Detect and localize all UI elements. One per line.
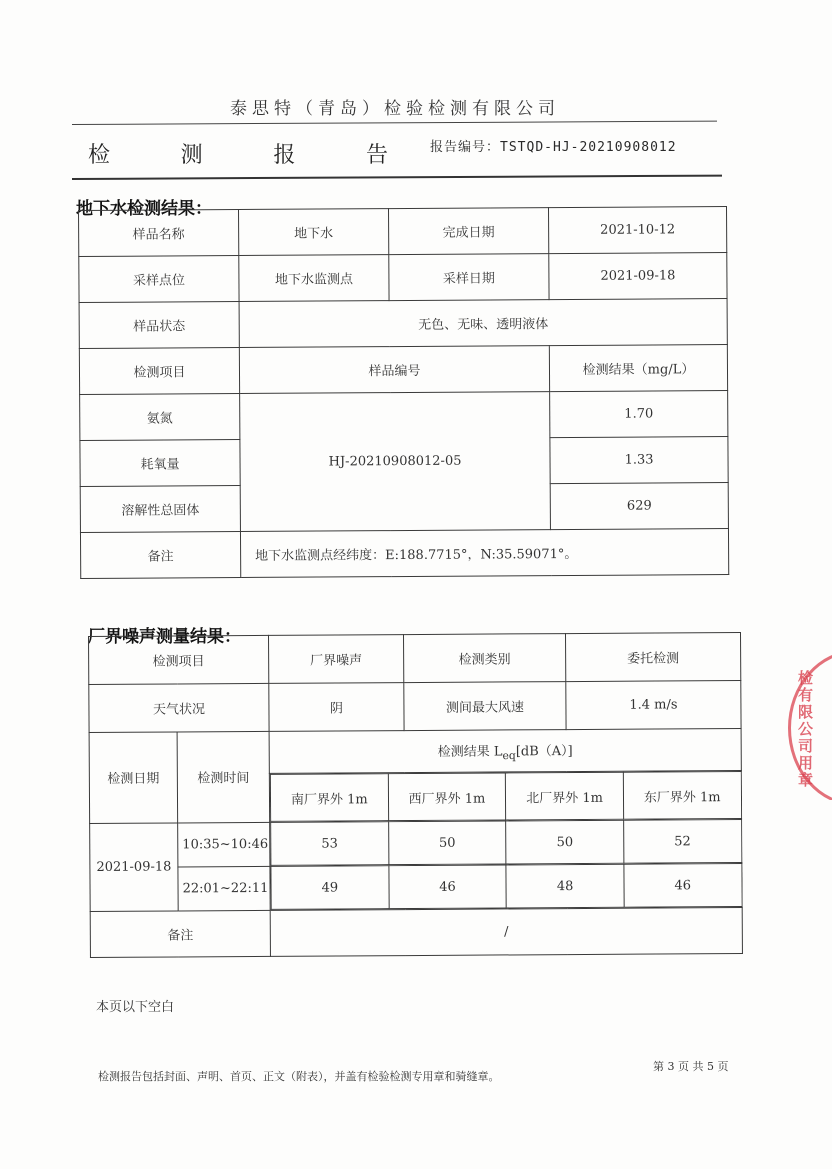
page-number: 第 3 页 共 5 页 [653,1060,729,1073]
point-header: 西厂界外 1m [388,773,506,821]
groundwater-section-title: 地下水检测结果： [76,199,212,219]
item-name: 溶解性总固体 [80,486,240,533]
seal-text: 检有限公司用章 [798,669,814,789]
state-value: 无色、无味、透明液体 [239,299,727,348]
table-row [80,529,728,579]
result-value: 1.70 [550,391,728,438]
values-cell [270,863,742,910]
values-table [270,863,742,910]
wind-label: 测间最大风速 [404,682,566,731]
table-row [90,863,742,911]
report-number [430,136,677,155]
time-value: 10:35~10:46 [178,822,270,867]
table-row [89,729,741,775]
noise-value: 46 [389,865,507,909]
blank-note: 本页以下空白 [96,1000,175,1015]
location-value: 地下水监测点 [239,255,389,302]
result-value: 1.33 [550,437,728,484]
finish-date-label: 完成日期 [388,208,548,255]
noise-value: 50 [506,820,624,864]
finish-date-value: 2021-10-12 [548,207,726,254]
item-name: 耗氧量 [80,440,240,487]
result-header: 检测结果（mg/L） [549,345,727,392]
report-title [88,138,388,169]
report-title-char: 告 [365,143,388,168]
point-header: 东厂界外 1m [623,772,741,820]
points-table [270,771,742,822]
values-table [270,819,742,866]
point-header: 南厂界外 1m [270,774,388,822]
points-cell [269,771,741,822]
table-row [89,633,741,685]
report-number-value: TSTQD-HJ-20210908012 [500,140,677,155]
remark-label: 备注 [80,532,240,579]
sample-no-header: 样品编号 [239,346,549,394]
noise-remark-value: / [270,908,742,957]
sampling-date-label: 采样日期 [389,254,549,301]
header-rule-bottom [72,175,722,180]
weather-value: 阴 [269,683,404,732]
weather-label: 天气状况 [89,683,269,732]
time-value: 22:01~22:11 [178,866,270,911]
noise-value: 53 [271,822,389,866]
sampling-date-value: 2021-09-18 [549,253,727,300]
noise-section-title: 厂界噪声测量结果： [88,627,241,647]
sample-name-value: 地下水 [239,209,389,256]
point-header: 北厂界外 1m [506,772,624,820]
report-title-char: 测 [180,143,203,168]
location-label: 采样点位 [79,256,239,303]
sample-name-label: 样品名称 [79,210,239,257]
noise-value: 50 [388,821,506,865]
noise-item-label: 检测项目 [89,635,269,684]
report-number-label: 报告编号： [430,140,501,155]
item-name: 氨氮 [80,394,240,441]
company-name: 泰思特（青岛）检验检测有限公司 [230,99,560,119]
table-row [271,820,742,866]
report-title-char: 检 [88,143,111,168]
noise-value: 49 [271,866,389,910]
result-header-suffix: [dB（A）] [515,743,573,760]
state-label: 样品状态 [79,302,239,349]
result-header-prefix: 检测结果 L [437,744,503,760]
result-header [269,729,741,774]
table-row [79,299,727,349]
category-value: 委托检测 [566,633,741,682]
date-label: 检测日期 [89,732,178,823]
table-row [79,253,727,303]
date-value: 2021-09-18 [90,822,179,911]
noise-remark-label: 备注 [90,910,270,957]
table-row [271,864,742,910]
table-row [80,391,728,441]
report-title-char: 报 [273,143,296,168]
table-row [90,819,742,867]
company-seal [788,650,832,800]
wind-value: 1.4 m/s [566,681,741,730]
remark-value: 地下水监测点经纬度：E:188.7715°，N:35.59071°。 [240,529,728,578]
sample-no-value: HJ-20210908012-05 [240,392,551,532]
footer-note: 检测报告包括封面、声明、首页、正文（附表），并盖有检验检测专用章和骑缝章。 [98,1070,500,1083]
values-cell [270,819,742,866]
noise-value: 46 [624,864,742,908]
noise-value: 48 [506,864,624,908]
table-row [89,681,741,733]
result-header-sub: eq [502,748,516,762]
result-value: 629 [550,483,728,530]
noise-table [88,632,743,958]
table-row [79,207,727,257]
category-label: 检测类别 [404,634,566,683]
noise-value: 52 [624,820,742,864]
groundwater-table [78,206,729,579]
table-row [79,345,727,395]
table-row [90,908,742,958]
table-row [270,772,741,822]
time-label: 检测时间 [177,731,270,822]
item-header: 检测项目 [79,348,239,395]
noise-item-value: 厂界噪声 [269,635,404,684]
header-rule-top [72,121,717,125]
